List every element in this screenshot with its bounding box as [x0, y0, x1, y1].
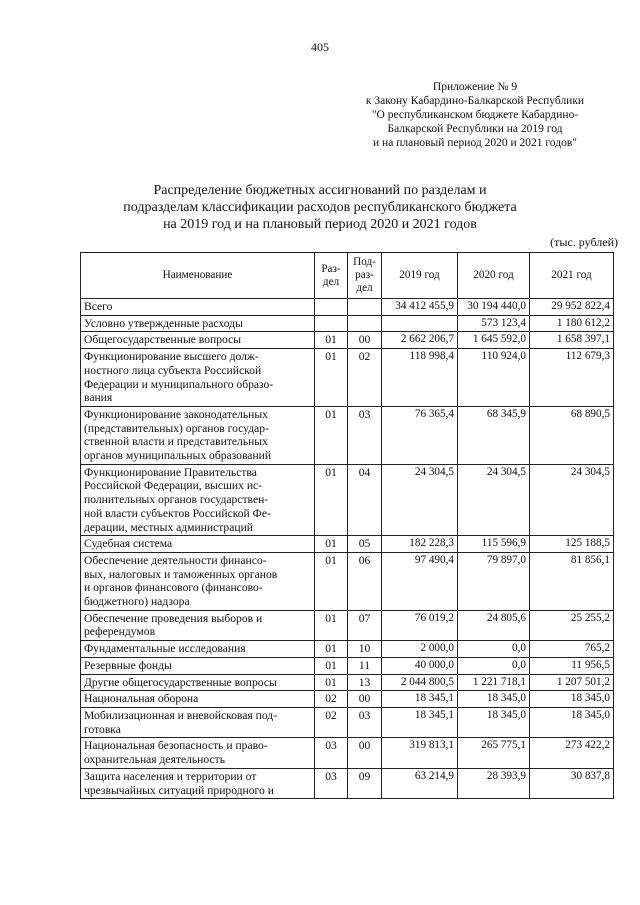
table-row	[81, 657, 614, 674]
table-row	[81, 552, 614, 610]
cell-y2019: 2 044 800,5	[382, 674, 458, 691]
table-row	[81, 641, 614, 658]
cell-subsection: 05	[348, 536, 382, 553]
cell-section: 01	[315, 641, 348, 658]
cell-name: Защита населения и территории от чрезвычайных ситуаций природного и	[81, 768, 315, 798]
cell-y2020: 0,0	[458, 657, 530, 674]
units-label: (тыс. рублей)	[550, 235, 618, 249]
header-section: Раз- дел	[315, 253, 348, 299]
cell-subsection: 10	[348, 641, 382, 658]
table-row	[81, 536, 614, 553]
cell-name: Условно утвержденные расходы	[81, 315, 315, 332]
cell-section	[315, 315, 348, 332]
title-line: подразделам классификации расходов республиканского бюджета	[123, 200, 517, 215]
cell-y2021: 24 304,5	[530, 464, 614, 536]
cell-name: Резервные фонды	[81, 657, 315, 674]
cell-y2020: 24 304,5	[458, 464, 530, 536]
header-2020: 2020 год	[458, 253, 530, 299]
table-row	[81, 768, 614, 798]
cell-name: Национальная оборона	[81, 691, 315, 708]
cell-subsection: 00	[348, 738, 382, 768]
cell-y2020: 68 345,9	[458, 406, 530, 464]
cell-section: 01	[315, 674, 348, 691]
cell-subsection: 06	[348, 552, 382, 610]
cell-section: 01	[315, 552, 348, 610]
cell-name: Национальная безопасность и право- охранительная деятельность	[81, 738, 315, 768]
cell-name: Обеспечение проведения выборов и референдумов	[81, 610, 315, 640]
cell-name: Функционирование высшего долж- ностного лица субъекта Российской Федерации и муниципального образо- вания	[81, 349, 315, 407]
cell-section: 01	[315, 657, 348, 674]
cell-y2020: 18 345,0	[458, 707, 530, 737]
cell-y2020: 573 123,4	[458, 315, 530, 332]
cell-name: Обеспечение деятельности финансо- вых, налоговых и таможенных органов и органов финансового (финансово- бюджетного) надзора	[81, 552, 315, 610]
cell-y2019: 118 998,4	[382, 349, 458, 407]
cell-name: Общегосударственные вопросы	[81, 332, 315, 349]
cell-y2021: 25 255,2	[530, 610, 614, 640]
cell-section: 02	[315, 691, 348, 708]
cell-y2019: 76 365,4	[382, 406, 458, 464]
cell-name: Мобилизационная и вневойсковая под- готовка	[81, 707, 315, 737]
table-row	[81, 691, 614, 708]
table-row	[81, 674, 614, 691]
title-line: Распределение бюджетных ассигнований по разделам и	[153, 183, 487, 198]
appendix-block	[330, 80, 620, 150]
cell-y2021: 30 837,8	[530, 768, 614, 798]
cell-section: 01	[315, 536, 348, 553]
cell-y2021: 29 952 822,4	[530, 299, 614, 316]
cell-y2021: 18 345,0	[530, 691, 614, 708]
cell-y2020: 1 221 718,1	[458, 674, 530, 691]
cell-subsection: 00	[348, 691, 382, 708]
cell-section: 01	[315, 406, 348, 464]
table-header-row	[81, 253, 614, 299]
table-row	[81, 349, 614, 407]
table-row	[81, 707, 614, 737]
cell-y2021: 18 345,0	[530, 707, 614, 737]
cell-name: Функционирование законодательных (представительных) органов государ- ственной власти и представительных органов муниципальных образований	[81, 406, 315, 464]
cell-y2020: 115 596,9	[458, 536, 530, 553]
cell-subsection	[348, 315, 382, 332]
appendix-line: к Закону Кабардино-Балкарской Республики	[365, 95, 585, 107]
title-line: на 2019 год и на плановый период 2020 и 2021 годов	[163, 217, 477, 232]
cell-y2019: 182 228,3	[382, 536, 458, 553]
cell-section: 03	[315, 768, 348, 798]
cell-subsection: 03	[348, 707, 382, 737]
table-row	[81, 299, 614, 316]
cell-section: 01	[315, 349, 348, 407]
cell-subsection: 11	[348, 657, 382, 674]
cell-section	[315, 299, 348, 316]
cell-y2021: 81 856,1	[530, 552, 614, 610]
cell-y2020: 28 393,9	[458, 768, 530, 798]
cell-subsection: 04	[348, 464, 382, 536]
cell-y2019: 76 019,2	[382, 610, 458, 640]
table-row	[81, 315, 614, 332]
cell-y2020: 0,0	[458, 641, 530, 658]
cell-subsection: 02	[348, 349, 382, 407]
cell-subsection: 09	[348, 768, 382, 798]
cell-y2019: 18 345,1	[382, 707, 458, 737]
cell-name: Фундаментальные исследования	[81, 641, 315, 658]
cell-y2020: 265 775,1	[458, 738, 530, 768]
cell-y2021: 125 188,5	[530, 536, 614, 553]
cell-y2021: 11 956,5	[530, 657, 614, 674]
cell-y2019: 319 813,1	[382, 738, 458, 768]
cell-y2019: 18 345,1	[382, 691, 458, 708]
cell-subsection: 13	[348, 674, 382, 691]
table-body	[81, 299, 614, 799]
table-row	[81, 406, 614, 464]
cell-y2019: 24 304,5	[382, 464, 458, 536]
cell-y2021: 1 658 397,1	[530, 332, 614, 349]
cell-section: 01	[315, 332, 348, 349]
appendix-line: Приложение № 9	[432, 81, 518, 93]
cell-y2020: 110 924,0	[458, 349, 530, 407]
cell-y2020: 30 194 440,0	[458, 299, 530, 316]
cell-section: 01	[315, 610, 348, 640]
cell-y2021: 273 422,2	[530, 738, 614, 768]
cell-name: Всего	[81, 299, 315, 316]
table-row	[81, 464, 614, 536]
cell-name: Судебная система	[81, 536, 315, 553]
cell-section: 01	[315, 464, 348, 536]
cell-y2021: 765,2	[530, 641, 614, 658]
cell-y2021: 68 890,5	[530, 406, 614, 464]
cell-y2020: 1 645 592,0	[458, 332, 530, 349]
table-row	[81, 332, 614, 349]
cell-y2019: 34 412 455,9	[382, 299, 458, 316]
header-subsection: Под- раз- дел	[348, 253, 382, 299]
cell-y2021: 1 180 612,2	[530, 315, 614, 332]
cell-y2019: 2 000,0	[382, 641, 458, 658]
appendix-line: Балкарской Республики на 2019 год	[387, 123, 563, 135]
appendix-line: "О республиканском бюджете Кабардино-	[371, 109, 579, 121]
cell-section: 02	[315, 707, 348, 737]
cell-name: Функционирование Правительства Российской Федерации, высших ис- полнительных органов государствен- ной власти субъектов Российской Фе- дерации, местных администраций	[81, 464, 315, 536]
cell-y2019: 97 490,4	[382, 552, 458, 610]
cell-subsection	[348, 299, 382, 316]
header-name: Наименование	[81, 253, 315, 299]
cell-section: 03	[315, 738, 348, 768]
page-number: 405	[311, 40, 329, 54]
cell-y2021: 1 207 501,2	[530, 674, 614, 691]
cell-subsection: 03	[348, 406, 382, 464]
cell-y2020: 18 345,0	[458, 691, 530, 708]
header-2019: 2019 год	[382, 253, 458, 299]
budget-table	[80, 252, 614, 799]
table-row	[81, 610, 614, 640]
cell-y2021: 112 679,3	[530, 349, 614, 407]
cell-y2020: 24 805,6	[458, 610, 530, 640]
document-title	[110, 182, 530, 233]
cell-subsection: 07	[348, 610, 382, 640]
cell-y2019	[382, 315, 458, 332]
table-row	[81, 738, 614, 768]
cell-subsection: 00	[348, 332, 382, 349]
header-2021: 2021 год	[530, 253, 614, 299]
appendix-line: и на плановый период 2020 и 2021 годов"	[373, 137, 577, 149]
cell-y2019: 40 000,0	[382, 657, 458, 674]
cell-y2019: 63 214,9	[382, 768, 458, 798]
cell-y2020: 79 897,0	[458, 552, 530, 610]
cell-y2019: 2 662 206,7	[382, 332, 458, 349]
cell-name: Другие общегосударственные вопросы	[81, 674, 315, 691]
